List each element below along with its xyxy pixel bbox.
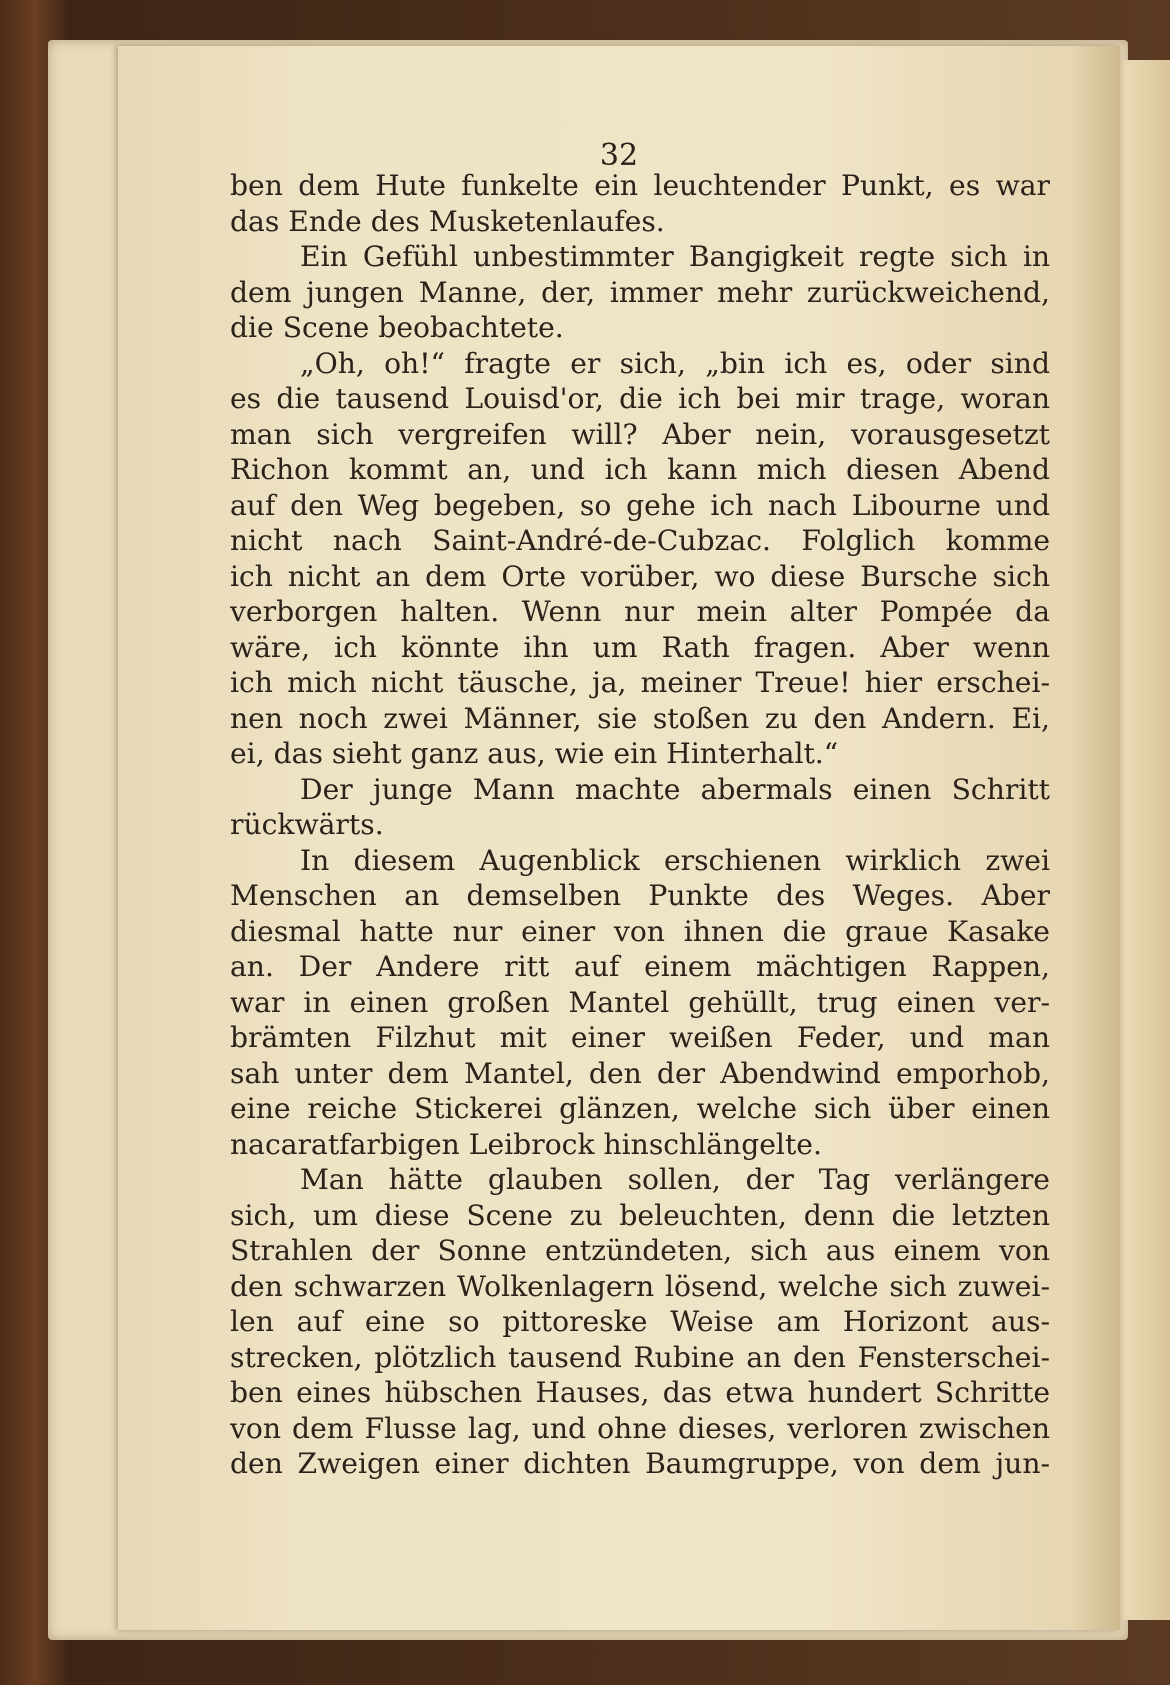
text-line: ich mich nicht täusche, ja, meiner Treue! hier erschei-: [230, 666, 1050, 699]
text-line: dem jungen Manne, der, immer mehr zurückweichend,: [230, 275, 1050, 309]
text-line: sich, um diese Scene zu beleuchten, denn die letzten: [230, 1198, 1050, 1232]
text-line: strecken, plötzlich tausend Rubine an den Fensterschei-: [230, 1340, 1050, 1374]
text-line: Ein Gefühl unbestimmter Bangigkeit regte sich in: [300, 240, 1050, 273]
text-line: von dem Flusse lag, und ohne dieses, verloren zwischen: [230, 1411, 1050, 1445]
text-line: „Oh, oh!“ fragte er sich, „bin ich es, oder sind: [300, 346, 1050, 380]
text-line: das Ende des Musketenlaufes.: [230, 204, 665, 238]
text-line: nen noch zwei Männer, sie stoßen zu den Andern. Ei,: [230, 701, 1050, 735]
text-line: ben dem Hute funkelte ein leuchtender Punkt, es war: [230, 169, 1050, 202]
text-line: sah unter dem Mantel, den der Abendwind emporhob,: [230, 1056, 1050, 1090]
text-line: rückwärts.: [230, 808, 384, 841]
text-line: verborgen halten. Wenn nur mein alter Pompée da: [230, 595, 1050, 628]
text-line: nacaratfarbigen Leibrock hinschlängelte.: [230, 1127, 822, 1161]
text-line: len auf eine so pittoreske Weise am Horizont aus-: [230, 1305, 1050, 1338]
text-line: brämten Filzhut mit einer weißen Feder, und man: [230, 1021, 1050, 1054]
text-line: ben eines hübschen Hauses, das etwa hundert Schritte: [230, 1376, 1050, 1409]
text-line: auf den Weg begeben, so gehe ich nach Libourne und: [230, 488, 1050, 522]
text-line: Der junge Mann machte abermals einen Schritt: [300, 772, 1050, 806]
text-line: In diesem Augenblick erschienen wirklich zwei: [300, 843, 1050, 877]
page-number: 32: [599, 138, 639, 173]
text-line: an. Der Andere ritt auf einem mächtigen Rappen,: [230, 950, 1050, 983]
text-line: Richon kommt an, und ich kann mich diesen Abend: [230, 453, 1050, 486]
text-line: den Zweigen einer dichten Baumgruppe, von dem jun-: [230, 1447, 1050, 1480]
text-line: ich nicht an dem Orte vorüber, wo diese Bursche sich: [230, 559, 1050, 593]
text-line: man sich vergreifen will? Aber nein, vorausgesetzt: [230, 417, 1050, 451]
text-line: wäre, ich könnte ihn um Rath fragen. Aber wenn: [230, 630, 1050, 664]
text-line: Strahlen der Sonne entzündeten, sich aus einem von: [230, 1234, 1050, 1267]
text-line: eine reiche Stickerei glänzen, welche sich über einen: [230, 1092, 1050, 1125]
text-line: die Scene beobachtete.: [230, 311, 564, 344]
text-line: nicht nach Saint-André-de-Cubzac. Folglich komme: [230, 524, 1050, 557]
text-line: den schwarzen Wolkenlagern lösend, welche sich zuwei-: [230, 1269, 1050, 1303]
text-line: Menschen an demselben Punkte des Weges. Aber: [230, 879, 1050, 912]
text-line: es die tausend Louisd'or, die ich bei mir trage, woran: [230, 382, 1050, 415]
text-line: war in einen großen Mantel gehüllt, trug einen ver-: [230, 985, 1050, 1019]
body-text: [230, 168, 1050, 1482]
text-line: ei, das sieht ganz aus, wie ein Hinterhalt.“: [230, 737, 839, 770]
text-line: Man hätte glauben sollen, der Tag verlängere: [300, 1163, 1050, 1196]
text-line: diesmal hatte nur einer von ihnen die graue Kasake: [230, 914, 1050, 948]
